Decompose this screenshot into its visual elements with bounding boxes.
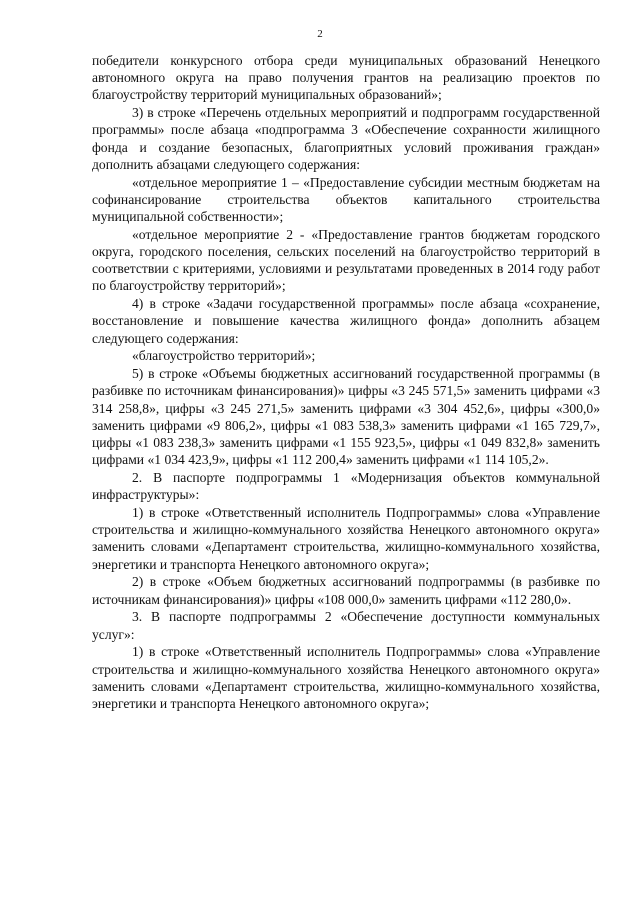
paragraph: «отдельное мероприятие 1 – «Предоставление субсидии местным бюджетам на софинансирование строительства объектов капитального строительства муниципальной собственности»; — [92, 174, 600, 225]
paragraph: 5) в строке «Объемы бюджетных ассигнований государственной программы (в разбивке по источникам финансирования)» цифры «3 245 571,5» заменить цифрами «3 314 258,8», цифры «3 245 271,5» заменить цифрами «3 304 452,6», цифры «300,0» заменить цифрами «9 806,2», цифры «1 083 538,3» заменить цифрами «1 165 729,7», цифры «1 083 238,3» заменить цифрами «1 155 923,5», цифры «1 049 832,8» заменить цифрами «1 034 423,9», цифры «1 112 200,4» заменить цифрами «1 114 105,2». — [92, 366, 600, 468]
paragraph: 3. В паспорте подпрограммы 2 «Обеспечение доступности коммунальных услуг»: — [92, 609, 600, 642]
paragraph: 1) в строке «Ответственный исполнитель Подпрограммы» слова «Управление строительства и жилищно-коммунального хозяйства Ненецкого автономного округа» заменить словами «Департамент строительства, жилищно-коммунального хозяйства, энергетики и транспорта Ненецкого автономного округа»; — [92, 644, 600, 712]
paragraph: победители конкурсного отбора среди муниципальных образований Ненецкого автономного округа на право получения грантов на реализацию проектов по благоустройству территорий муниципальных образований»; — [92, 53, 600, 103]
paragraph: 1) в строке «Ответственный исполнитель Подпрограммы» слова «Управление строительства и жилищно-коммунального хозяйства Ненецкого автономного округа» заменить словами «Департамент строительства, жилищно-коммунального хозяйства, энергетики и транспорта Ненецкого автономного округа»; — [92, 505, 600, 572]
page-number: 2 — [317, 28, 323, 40]
paragraph: 4) в строке «Задачи государственной программы» после абзаца «сохранение, восстановление и повышение качества жилищного фонда» дополнить абзацем следующего содержания: — [92, 296, 600, 346]
document-body — [92, 52, 600, 713]
paragraph: 3) в строке «Перечень отдельных мероприятий и подпрограмм государственной программы» после абзаца «подпрограмма 3 «Обеспечение сохранности жилищного фонда и создание безопасных, благоприятных условий проживания граждан» дополнить абзацами следующего содержания: — [92, 105, 600, 172]
paragraph: 2) в строке «Объем бюджетных ассигнований подпрограммы (в разбивке по источникам финансирования)» цифры «108 000,0» заменить цифрами «112 280,0». — [92, 574, 600, 607]
paragraph: 2. В паспорте подпрограммы 1 «Модернизация объектов коммунальной инфраструктуры»: — [92, 470, 600, 503]
paragraph: «благоустройство территорий»; — [132, 348, 316, 364]
paragraph: «отдельное мероприятие 2 - «Предоставление грантов бюджетам городского округа, городского поселения, сельских поселений на благоустройство территорий в соответствии с критериями, условиями и результатами проведенных в 2014 году работ по благоустройству территорий»; — [92, 226, 600, 294]
